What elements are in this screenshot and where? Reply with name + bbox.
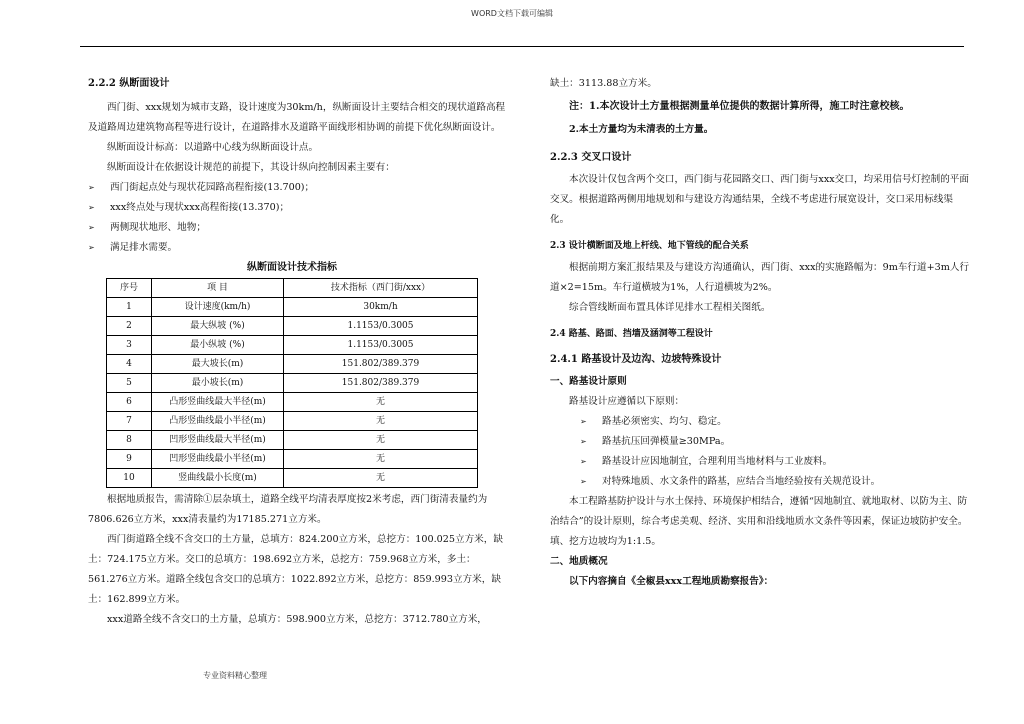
table-cell: 7 <box>107 412 152 431</box>
arrow-bullet-icon: ➢ <box>580 477 587 486</box>
bullet-item: ➢ xxx终点处与现状xxx高程衔接(13.370)； <box>88 198 506 218</box>
section-2-2-2-heading: 2.2.2 纵断面设计 <box>88 78 170 89</box>
paragraph: 本次设计仅包含两个交口，西门街与花园路交口、西门街与xxx交口，均采用信号灯控制的平面交叉。根据道路两侧用地规划和与建设方沟通结果，全线不考虑进行展宽设计，交口采用标线渠化。 <box>550 174 969 225</box>
table-row <box>107 412 478 431</box>
table-cell: 6 <box>107 393 152 412</box>
table-cell: 无 <box>284 412 478 431</box>
table-row <box>107 336 478 355</box>
table-cell: 151.802/389.379 <box>284 355 478 374</box>
table-row <box>107 298 478 317</box>
table-cell: 凸形竖曲线最小半径(m) <box>152 412 284 431</box>
note-1: 注：1.本次设计土方量根据测量单位提供的数据计算所得，施工时注意校核。 <box>569 101 910 112</box>
table-cell: 无 <box>284 469 478 488</box>
table-row <box>107 393 478 412</box>
arrow-bullet-icon: ➢ <box>88 223 95 232</box>
table-cell: 最小纵坡 (%) <box>152 336 284 355</box>
paragraph: 根据前期方案汇报结果及与建设方沟通确认，西门街、xxx的实施路幅为：9m车行道+3m人行道×2=15m。车行道横坡为1%，人行道横坡为2%。 <box>550 262 970 293</box>
arrow-bullet-icon: ➢ <box>580 457 587 466</box>
table-cell: 9 <box>107 450 152 469</box>
table-cell: 设计速度(km/h) <box>152 298 284 317</box>
paragraph: 根据地质报告，需清除①层杂填土，道路全线平均清表厚度按2米考虑，西门街清表量约为7806.626立方米，xxx清表量约为17185.271立方米。 <box>88 494 488 525</box>
table-cell: 凸形竖曲线最大半径(m) <box>152 393 284 412</box>
header-rule <box>80 46 964 47</box>
table-cell: 1.1153/0.3005 <box>284 317 478 336</box>
table-cell: 1.1153/0.3005 <box>284 336 478 355</box>
table-cell: 最大纵坡 (%) <box>152 317 284 336</box>
table-cell: 凹形竖曲线最小半径(m) <box>152 450 284 469</box>
note-2: 2.本土方量均为未清表的土方量。 <box>569 124 714 135</box>
table-title: 纵断面设计技术指标 <box>247 262 337 273</box>
table-cell: 无 <box>284 431 478 450</box>
table-header-cell: 序号 <box>107 279 152 298</box>
paragraph: 综合管线断面布置具体详见排水工程相关图纸。 <box>569 302 771 313</box>
bullet-item: ➢ 两侧现状地形、地物； <box>88 218 506 238</box>
table-header-row <box>107 279 478 298</box>
table-row <box>107 450 478 469</box>
paragraph: 纵断面设计标高：以道路中心线为纵断面设计点。 <box>107 142 319 153</box>
table-header-cell: 项 目 <box>152 279 284 298</box>
arrow-bullet-icon: ➢ <box>88 203 95 212</box>
section-2-4-1-heading: 2.4.1 路基设计及边沟、边坡特殊设计 <box>550 354 722 365</box>
bullet-item: ➢ 路基抗压回弹模量≥30MPa。 <box>550 432 970 452</box>
table-cell: 2 <box>107 317 152 336</box>
table-cell: 最小坡长(m) <box>152 374 284 393</box>
right-column <box>550 74 970 592</box>
paragraph: 缺土：3113.88立方米。 <box>550 78 657 89</box>
arrow-bullet-icon: ➢ <box>88 183 95 192</box>
paragraph: 西门街、xxx规划为城市支路，设计速度为30km/h，纵断面设计主要结合相交的现状道路高程及道路周边建筑物高程等进行设计，在道路排水及道路平面线形相协调的前提下优化纵断面设计。 <box>88 102 506 133</box>
table-cell: 无 <box>284 450 478 469</box>
paragraph: xxx道路全线不含交口的土方量，总填方：598.900立方米，总挖方：3712.780立方米， <box>107 614 487 625</box>
table-row <box>107 374 478 393</box>
table-cell: 30km/h <box>284 298 478 317</box>
table-cell: 竖曲线最小长度(m) <box>152 469 284 488</box>
section-2-2-3-heading: 2.2.3 交叉口设计 <box>550 152 632 163</box>
table-cell: 151.802/389.379 <box>284 374 478 393</box>
paragraph: 本工程路基防护设计与水土保持、环境保护相结合，遵循“因地制宜、就地取材、以防为主、防治结合”的设计原则，综合考虑美观、经济、实用和沿线地质水文条件等因素，保证边坡防护安全。填、挖方边坡均为1:1.5。 <box>550 496 968 547</box>
table-cell: 凹形竖曲线最大半径(m) <box>152 431 284 450</box>
arrow-bullet-icon: ➢ <box>580 437 587 446</box>
profile-design-table <box>106 278 478 488</box>
section-2-3-heading: 2.3 设计横断面及地上杆线、地下管线的配合关系 <box>550 241 749 251</box>
paragraph: 西门街道路全线不含交口的土方量，总填方：824.200立方米，总挖方：100.025立方米，缺土：724.175立方米。交口的总填方：198.692立方米，总挖方：759.968立方米，多土：561.276立方米。道路全线包含交口的总填方：1022.892立方米，总挖方：859.993立方米，缺土：162.899立方米。 <box>88 534 503 605</box>
table-cell: 1 <box>107 298 152 317</box>
page-header: WORD文档下载可编辑 <box>471 9 553 18</box>
bullet-item: ➢ 路基必须密实、均匀、稳定。 <box>550 412 970 432</box>
table-row <box>107 355 478 374</box>
table-cell: 4 <box>107 355 152 374</box>
table-cell: 最大坡长(m) <box>152 355 284 374</box>
bullet-item: ➢ 西门街起点处与现状花园路高程衔接(13.700)； <box>88 178 506 198</box>
table-row <box>107 469 478 488</box>
subsection-heading: 一、路基设计原则 <box>550 376 627 387</box>
bullet-item: ➢ 满足排水需要。 <box>88 238 506 258</box>
page-footer: 专业资料精心整理 <box>203 671 267 680</box>
table-header-cell: 技术指标（西门街/xxx） <box>284 279 478 298</box>
arrow-bullet-icon: ➢ <box>580 417 587 426</box>
table-cell: 8 <box>107 431 152 450</box>
section-2-4-heading: 2.4 路基、路面、挡墙及涵洞等工程设计 <box>550 329 713 339</box>
paragraph: 纵断面设计在依据设计规范的前提下，其设计纵向控制因素主要有： <box>107 162 395 173</box>
table-row <box>107 431 478 450</box>
subsection-heading: 二、地质概况 <box>550 556 608 567</box>
paragraph: 以下内容摘自《全椒县xxx工程地质勘察报告》： <box>569 576 774 587</box>
arrow-bullet-icon: ➢ <box>88 243 95 252</box>
bullet-item: ➢ 路基设计应因地制宜，合理利用当地材料与工业废料。 <box>550 452 970 472</box>
table-row <box>107 317 478 336</box>
bullet-item: ➢ 对特殊地质、水文条件的路基，应结合当地经验按有关规范设计。 <box>550 472 970 492</box>
table-cell: 5 <box>107 374 152 393</box>
left-column <box>88 74 506 630</box>
table-cell: 无 <box>284 393 478 412</box>
table-cell: 10 <box>107 469 152 488</box>
paragraph: 路基设计应遵循以下原则： <box>569 396 685 407</box>
table-cell: 3 <box>107 336 152 355</box>
